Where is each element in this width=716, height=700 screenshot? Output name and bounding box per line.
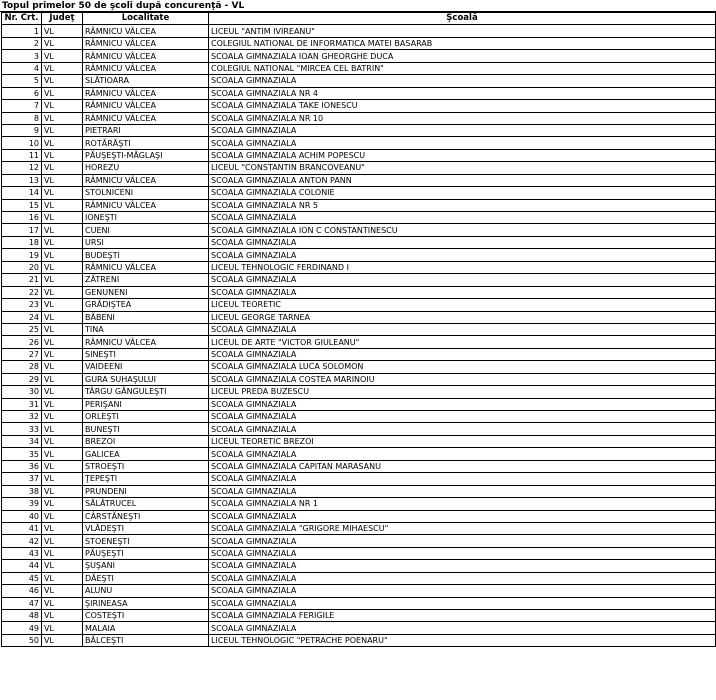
scoala-cell: SCOALA GIMNAZIALA bbox=[209, 585, 716, 597]
scoala-cell: LICEUL GEORGE TARNEA bbox=[209, 311, 716, 323]
scoala-cell: LICEUL TEHNOLOGIC "PETRACHE POENARU" bbox=[209, 634, 716, 646]
table-row bbox=[2, 522, 716, 534]
scoala-cell: SCOALA GIMNAZIALA ANTON PANN bbox=[209, 174, 716, 186]
localitate-cell: RÂMNICU VÂLCEA bbox=[83, 336, 209, 348]
judet-cell: VL bbox=[42, 124, 83, 136]
row-number-cell: 1 bbox=[2, 25, 42, 37]
judet-cell: VL bbox=[42, 75, 83, 87]
localitate-cell: CUENI bbox=[83, 224, 209, 236]
scoala-cell: SCOALA GIMNAZIALA bbox=[209, 137, 716, 149]
row-number-cell: 4 bbox=[2, 62, 42, 74]
localitate-cell: SĂLĂTRUCEL bbox=[83, 498, 209, 510]
row-number-cell: 11 bbox=[2, 149, 42, 161]
table-row bbox=[2, 498, 716, 510]
localitate-cell: ŞUŞANI bbox=[83, 560, 209, 572]
scoala-cell: SCOALA GIMNAZIALA bbox=[209, 572, 716, 584]
judet-cell: VL bbox=[42, 585, 83, 597]
row-number-cell: 3 bbox=[2, 50, 42, 62]
table-row bbox=[2, 249, 716, 261]
row-number-cell: 47 bbox=[2, 597, 42, 609]
row-number-cell: 43 bbox=[2, 547, 42, 559]
row-number-cell: 30 bbox=[2, 386, 42, 398]
judet-cell: VL bbox=[42, 249, 83, 261]
table-row bbox=[2, 510, 716, 522]
table-row bbox=[2, 124, 716, 136]
header-nr: Nr. Crt. bbox=[2, 13, 42, 25]
localitate-cell: RÂMNICU VÂLCEA bbox=[83, 87, 209, 99]
table-row bbox=[2, 286, 716, 298]
table-row bbox=[2, 224, 716, 236]
localitate-cell: RÂMNICU VÂLCEA bbox=[83, 25, 209, 37]
scoala-cell: COLEGIUL NATIONAL DE INFORMATICA MATEI BASARAB bbox=[209, 37, 716, 49]
localitate-cell: COSTEŞTI bbox=[83, 610, 209, 622]
scoala-cell: LICEUL TEORETIC bbox=[209, 299, 716, 311]
scoala-cell: SCOALA GIMNAZIALA bbox=[209, 212, 716, 224]
scoala-cell: COLEGIUL NATIONAL "MIRCEA CEL BATRIN" bbox=[209, 62, 716, 74]
scoala-cell: SCOALA GIMNAZIALA bbox=[209, 249, 716, 261]
scoala-cell: SCOALA GIMNAZIALA bbox=[209, 423, 716, 435]
row-number-cell: 29 bbox=[2, 373, 42, 385]
judet-cell: VL bbox=[42, 535, 83, 547]
table-row bbox=[2, 460, 716, 472]
localitate-cell: RÂMNICU VÂLCEA bbox=[83, 112, 209, 124]
localitate-cell: ROTĂRĂŞTI bbox=[83, 137, 209, 149]
judet-cell: VL bbox=[42, 348, 83, 360]
localitate-cell: RÂMNICU VÂLCEA bbox=[83, 37, 209, 49]
localitate-cell: GALICEA bbox=[83, 448, 209, 460]
judet-cell: VL bbox=[42, 361, 83, 373]
judet-cell: VL bbox=[42, 274, 83, 286]
table-row bbox=[2, 411, 716, 423]
localitate-cell: PRUNDENI bbox=[83, 485, 209, 497]
table-row bbox=[2, 336, 716, 348]
schools-table bbox=[1, 12, 716, 647]
judet-cell: VL bbox=[42, 187, 83, 199]
localitate-cell: STOENEŞTI bbox=[83, 535, 209, 547]
row-number-cell: 14 bbox=[2, 187, 42, 199]
localitate-cell: RÂMNICU VÂLCEA bbox=[83, 100, 209, 112]
row-number-cell: 20 bbox=[2, 261, 42, 273]
scoala-cell: SCOALA GIMNAZIALA "GRIGORE MIHAESCU" bbox=[209, 522, 716, 534]
table-row bbox=[2, 386, 716, 398]
scoala-cell: SCOALA GIMNAZIALA bbox=[209, 547, 716, 559]
table-row bbox=[2, 585, 716, 597]
row-number-cell: 13 bbox=[2, 174, 42, 186]
table-row bbox=[2, 634, 716, 646]
judet-cell: VL bbox=[42, 373, 83, 385]
row-number-cell: 42 bbox=[2, 535, 42, 547]
judet-cell: VL bbox=[42, 448, 83, 460]
table-row bbox=[2, 174, 716, 186]
row-number-cell: 18 bbox=[2, 236, 42, 248]
scoala-cell: SCOALA GIMNAZIALA LUCA SOLOMON bbox=[209, 361, 716, 373]
localitate-cell: TINA bbox=[83, 323, 209, 335]
table-row bbox=[2, 162, 716, 174]
row-number-cell: 41 bbox=[2, 522, 42, 534]
judet-cell: VL bbox=[42, 597, 83, 609]
table-row bbox=[2, 274, 716, 286]
page-title: Topul primelor 50 de şcoli după concurenţă - VL bbox=[0, 0, 716, 12]
row-number-cell: 5 bbox=[2, 75, 42, 87]
localitate-cell: GENUNENI bbox=[83, 286, 209, 298]
scoala-cell: SCOALA GIMNAZIALA NR 10 bbox=[209, 112, 716, 124]
scoala-cell: SCOALA GIMNAZIALA bbox=[209, 510, 716, 522]
scoala-cell: SCOALA GIMNAZIALA bbox=[209, 473, 716, 485]
table-row bbox=[2, 25, 716, 37]
localitate-cell: RÂMNICU VÂLCEA bbox=[83, 174, 209, 186]
table-row bbox=[2, 100, 716, 112]
scoala-cell: SCOALA GIMNAZIALA COLONIE bbox=[209, 187, 716, 199]
judet-cell: VL bbox=[42, 299, 83, 311]
localitate-cell: RÂMNICU VÂLCEA bbox=[83, 62, 209, 74]
row-number-cell: 9 bbox=[2, 124, 42, 136]
judet-cell: VL bbox=[42, 485, 83, 497]
judet-cell: VL bbox=[42, 224, 83, 236]
judet-cell: VL bbox=[42, 162, 83, 174]
judet-cell: VL bbox=[42, 610, 83, 622]
localitate-cell: MALAIA bbox=[83, 622, 209, 634]
localitate-cell: PIETRARI bbox=[83, 124, 209, 136]
row-number-cell: 10 bbox=[2, 137, 42, 149]
judet-cell: VL bbox=[42, 398, 83, 410]
judet-cell: VL bbox=[42, 386, 83, 398]
table-row bbox=[2, 236, 716, 248]
row-number-cell: 38 bbox=[2, 485, 42, 497]
table-row bbox=[2, 473, 716, 485]
table-row bbox=[2, 398, 716, 410]
row-number-cell: 45 bbox=[2, 572, 42, 584]
localitate-cell: DĂEŞTI bbox=[83, 572, 209, 584]
scoala-cell: SCOALA GIMNAZIALA bbox=[209, 75, 716, 87]
row-number-cell: 25 bbox=[2, 323, 42, 335]
table-row bbox=[2, 622, 716, 634]
table-row bbox=[2, 75, 716, 87]
row-number-cell: 15 bbox=[2, 199, 42, 211]
row-number-cell: 8 bbox=[2, 112, 42, 124]
table-row bbox=[2, 87, 716, 99]
table-row bbox=[2, 485, 716, 497]
judet-cell: VL bbox=[42, 261, 83, 273]
localitate-cell: RÂMNICU VÂLCEA bbox=[83, 199, 209, 211]
scoala-cell: LICEUL PREDA BUZESCU bbox=[209, 386, 716, 398]
table-row bbox=[2, 199, 716, 211]
table-row bbox=[2, 597, 716, 609]
row-number-cell: 27 bbox=[2, 348, 42, 360]
row-number-cell: 48 bbox=[2, 610, 42, 622]
table-row bbox=[2, 323, 716, 335]
scoala-cell: SCOALA GIMNAZIALA bbox=[209, 124, 716, 136]
scoala-cell: SCOALA GIMNAZIALA FERIGILE bbox=[209, 610, 716, 622]
table-row bbox=[2, 547, 716, 559]
localitate-cell: SINEŞTI bbox=[83, 348, 209, 360]
judet-cell: VL bbox=[42, 510, 83, 522]
scoala-cell: SCOALA GIMNAZIALA TAKE IONESCU bbox=[209, 100, 716, 112]
scoala-cell: LICEUL "ANTIM IVIREANU" bbox=[209, 25, 716, 37]
judet-cell: VL bbox=[42, 236, 83, 248]
row-number-cell: 50 bbox=[2, 634, 42, 646]
table-row bbox=[2, 37, 716, 49]
scoala-cell: SCOALA GIMNAZIALA COSTEA MARINOIU bbox=[209, 373, 716, 385]
judet-cell: VL bbox=[42, 572, 83, 584]
localitate-cell: CÂRSTĂNEŞTI bbox=[83, 510, 209, 522]
row-number-cell: 21 bbox=[2, 274, 42, 286]
row-number-cell: 40 bbox=[2, 510, 42, 522]
scoala-cell: LICEUL TEORETIC BREZOI bbox=[209, 435, 716, 447]
scoala-cell: SCOALA GIMNAZIALA bbox=[209, 323, 716, 335]
localitate-cell: ZĂTRENI bbox=[83, 274, 209, 286]
row-number-cell: 6 bbox=[2, 87, 42, 99]
localitate-cell: PĂUŞEŞTI-MĂGLAŞI bbox=[83, 149, 209, 161]
row-number-cell: 26 bbox=[2, 336, 42, 348]
table-row bbox=[2, 62, 716, 74]
localitate-cell: ŢEPEŞTI bbox=[83, 473, 209, 485]
scoala-cell: SCOALA GIMNAZIALA bbox=[209, 274, 716, 286]
row-number-cell: 39 bbox=[2, 498, 42, 510]
localitate-cell: IONEŞTI bbox=[83, 212, 209, 224]
localitate-cell: RÂMNICU VÂLCEA bbox=[83, 50, 209, 62]
judet-cell: VL bbox=[42, 423, 83, 435]
judet-cell: VL bbox=[42, 336, 83, 348]
row-number-cell: 35 bbox=[2, 448, 42, 460]
judet-cell: VL bbox=[42, 460, 83, 472]
scoala-cell: LICEUL DE ARTE "VICTOR GIULEANU" bbox=[209, 336, 716, 348]
scoala-cell: SCOALA GIMNAZIALA CAPITAN MARASANU bbox=[209, 460, 716, 472]
header-row bbox=[2, 13, 716, 25]
localitate-cell: PĂUŞEŞTI bbox=[83, 547, 209, 559]
row-number-cell: 2 bbox=[2, 37, 42, 49]
row-number-cell: 46 bbox=[2, 585, 42, 597]
row-number-cell: 12 bbox=[2, 162, 42, 174]
localitate-cell: BĂBENI bbox=[83, 311, 209, 323]
judet-cell: VL bbox=[42, 622, 83, 634]
header-localitate: Localitate bbox=[83, 13, 209, 25]
judet-cell: VL bbox=[42, 100, 83, 112]
table-row bbox=[2, 112, 716, 124]
scoala-cell: SCOALA GIMNAZIALA bbox=[209, 398, 716, 410]
judet-cell: VL bbox=[42, 435, 83, 447]
judet-cell: VL bbox=[42, 174, 83, 186]
table-row bbox=[2, 187, 716, 199]
table-row bbox=[2, 299, 716, 311]
judet-cell: VL bbox=[42, 547, 83, 559]
scoala-cell: SCOALA GIMNAZIALA bbox=[209, 236, 716, 248]
scoala-cell: SCOALA GIMNAZIALA ACHIM POPESCU bbox=[209, 149, 716, 161]
table-row bbox=[2, 149, 716, 161]
table-row bbox=[2, 435, 716, 447]
judet-cell: VL bbox=[42, 311, 83, 323]
table-row bbox=[2, 137, 716, 149]
scoala-cell: SCOALA GIMNAZIALA bbox=[209, 560, 716, 572]
row-number-cell: 49 bbox=[2, 622, 42, 634]
localitate-cell: TÂRGU GĂNGULEŞTI bbox=[83, 386, 209, 398]
judet-cell: VL bbox=[42, 560, 83, 572]
localitate-cell: BĂLCEŞTI bbox=[83, 634, 209, 646]
localitate-cell: RÂMNICU VÂLCEA bbox=[83, 261, 209, 273]
row-number-cell: 22 bbox=[2, 286, 42, 298]
scoala-cell: SCOALA GIMNAZIALA bbox=[209, 286, 716, 298]
localitate-cell: VAIDEENI bbox=[83, 361, 209, 373]
judet-cell: VL bbox=[42, 137, 83, 149]
table-row bbox=[2, 572, 716, 584]
table-row bbox=[2, 448, 716, 460]
localitate-cell: STOLNICENI bbox=[83, 187, 209, 199]
row-number-cell: 16 bbox=[2, 212, 42, 224]
scoala-cell: SCOALA GIMNAZIALA NR 5 bbox=[209, 199, 716, 211]
judet-cell: VL bbox=[42, 473, 83, 485]
scoala-cell: SCOALA GIMNAZIALA ION C CONSTANTINESCU bbox=[209, 224, 716, 236]
localitate-cell: GURA SUHAŞULUI bbox=[83, 373, 209, 385]
localitate-cell: VLĂDEŞTI bbox=[83, 522, 209, 534]
scoala-cell: LICEUL "CONSTANTIN BRANCOVEANU" bbox=[209, 162, 716, 174]
scoala-cell: SCOALA GIMNAZIALA bbox=[209, 411, 716, 423]
judet-cell: VL bbox=[42, 149, 83, 161]
row-number-cell: 19 bbox=[2, 249, 42, 261]
row-number-cell: 17 bbox=[2, 224, 42, 236]
scoala-cell: SCOALA GIMNAZIALA NR 4 bbox=[209, 87, 716, 99]
judet-cell: VL bbox=[42, 87, 83, 99]
localitate-cell: ŞIRINEASA bbox=[83, 597, 209, 609]
judet-cell: VL bbox=[42, 634, 83, 646]
row-number-cell: 28 bbox=[2, 361, 42, 373]
row-number-cell: 37 bbox=[2, 473, 42, 485]
row-number-cell: 44 bbox=[2, 560, 42, 572]
scoala-cell: SCOALA GIMNAZIALA bbox=[209, 597, 716, 609]
judet-cell: VL bbox=[42, 37, 83, 49]
row-number-cell: 34 bbox=[2, 435, 42, 447]
judet-cell: VL bbox=[42, 199, 83, 211]
header-scoala: Şcoală bbox=[209, 13, 716, 25]
row-number-cell: 32 bbox=[2, 411, 42, 423]
row-number-cell: 31 bbox=[2, 398, 42, 410]
judet-cell: VL bbox=[42, 522, 83, 534]
localitate-cell: PERIŞANI bbox=[83, 398, 209, 410]
judet-cell: VL bbox=[42, 286, 83, 298]
judet-cell: VL bbox=[42, 323, 83, 335]
table-row bbox=[2, 373, 716, 385]
scoala-cell: SCOALA GIMNAZIALA bbox=[209, 448, 716, 460]
row-number-cell: 36 bbox=[2, 460, 42, 472]
judet-cell: VL bbox=[42, 112, 83, 124]
judet-cell: VL bbox=[42, 50, 83, 62]
scoala-cell: SCOALA GIMNAZIALA IOAN GHEORGHE DUCA bbox=[209, 50, 716, 62]
table-row bbox=[2, 560, 716, 572]
row-number-cell: 7 bbox=[2, 100, 42, 112]
table-row bbox=[2, 50, 716, 62]
scoala-cell: SCOALA GIMNAZIALA bbox=[209, 622, 716, 634]
row-number-cell: 23 bbox=[2, 299, 42, 311]
judet-cell: VL bbox=[42, 25, 83, 37]
table-row bbox=[2, 610, 716, 622]
table-row bbox=[2, 348, 716, 360]
localitate-cell: BUNEŞTI bbox=[83, 423, 209, 435]
scoala-cell: SCOALA GIMNAZIALA bbox=[209, 348, 716, 360]
judet-cell: VL bbox=[42, 411, 83, 423]
localitate-cell: STROEŞTI bbox=[83, 460, 209, 472]
localitate-cell: GRĂDIŞTEA bbox=[83, 299, 209, 311]
scoala-cell: SCOALA GIMNAZIALA NR 1 bbox=[209, 498, 716, 510]
scoala-cell: SCOALA GIMNAZIALA bbox=[209, 535, 716, 547]
judet-cell: VL bbox=[42, 212, 83, 224]
table-row bbox=[2, 535, 716, 547]
row-number-cell: 33 bbox=[2, 423, 42, 435]
judet-cell: VL bbox=[42, 62, 83, 74]
header-judet: Judeţ bbox=[42, 13, 83, 25]
localitate-cell: BREZOI bbox=[83, 435, 209, 447]
judet-cell: VL bbox=[42, 498, 83, 510]
scoala-cell: LICEUL TEHNOLOGIC FERDINAND I bbox=[209, 261, 716, 273]
localitate-cell: ALUNU bbox=[83, 585, 209, 597]
table-row bbox=[2, 423, 716, 435]
table-row bbox=[2, 212, 716, 224]
table-row bbox=[2, 261, 716, 273]
localitate-cell: ORLEŞTI bbox=[83, 411, 209, 423]
table-row bbox=[2, 311, 716, 323]
localitate-cell: BUDEŞTI bbox=[83, 249, 209, 261]
scoala-cell: SCOALA GIMNAZIALA bbox=[209, 485, 716, 497]
localitate-cell: HOREZU bbox=[83, 162, 209, 174]
localitate-cell: SLĂTIOARA bbox=[83, 75, 209, 87]
table-row bbox=[2, 361, 716, 373]
localitate-cell: URSI bbox=[83, 236, 209, 248]
row-number-cell: 24 bbox=[2, 311, 42, 323]
